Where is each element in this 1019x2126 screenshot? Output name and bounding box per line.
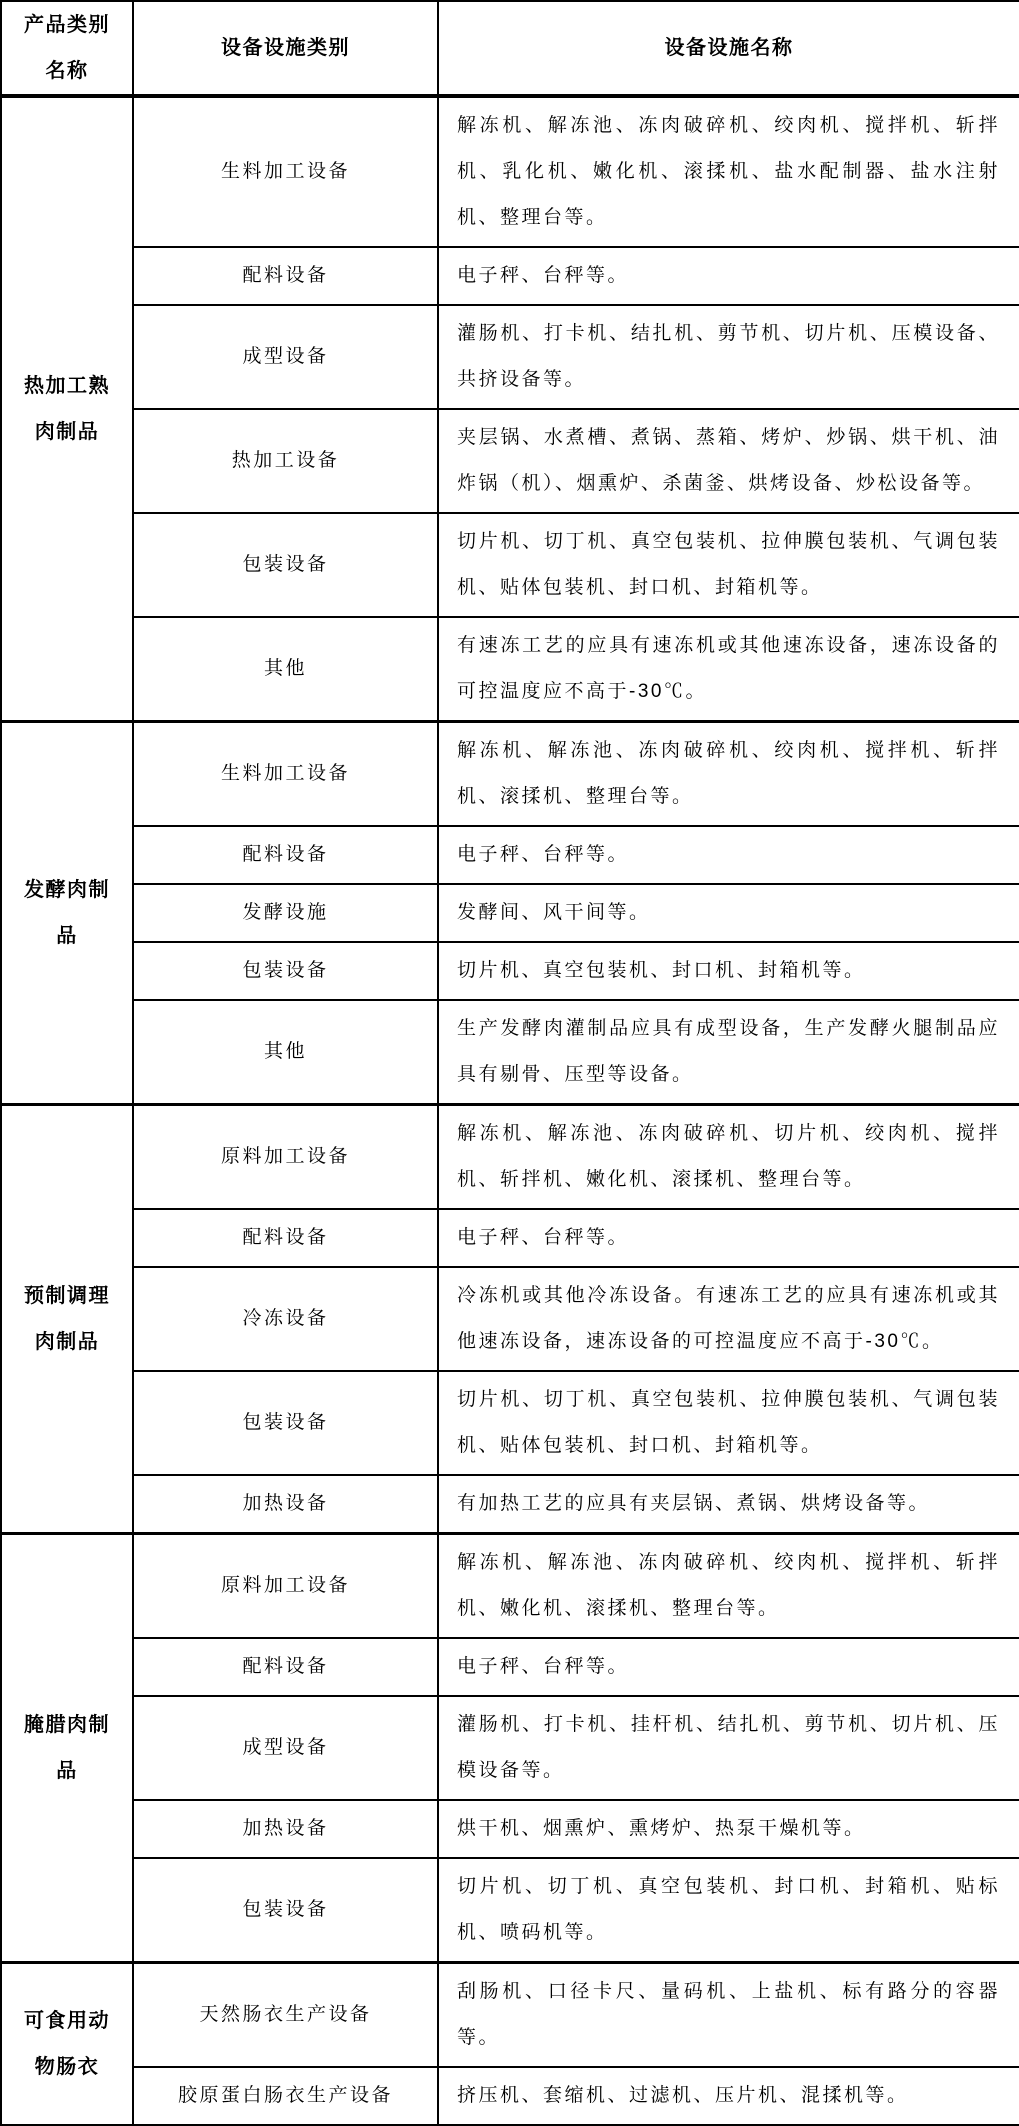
table-row xyxy=(1,1371,1019,1475)
equipment-names-cell: 生产发酵肉灌制品应具有成型设备，生产发酵火腿制品应具有剔骨、压型等设备。 xyxy=(438,1000,1019,1105)
equipment-type-cell: 包装设备 xyxy=(133,1858,438,1963)
table-row xyxy=(1,247,1019,305)
table-row xyxy=(1,305,1019,409)
header-product-category: 产品类别名称 xyxy=(1,1,133,96)
equipment-names-cell: 刮肠机、口径卡尺、量码机、上盐机、标有路分的容器等。 xyxy=(438,1963,1019,2068)
table-row xyxy=(1,617,1019,722)
equipment-type-cell: 配料设备 xyxy=(133,1638,438,1696)
header-row xyxy=(1,1,1019,96)
equipment-names-cell: 解冻机、解冻池、冻肉破碎机、绞肉机、搅拌机、斩拌机、滚揉机、整理台等。 xyxy=(438,722,1019,827)
table-row xyxy=(1,96,1019,247)
equipment-names-cell: 挤压机、套缩机、过滤机、压片机、混揉机等。 xyxy=(438,2067,1019,2125)
table-row xyxy=(1,1209,1019,1267)
equipment-names-cell: 发酵间、风干间等。 xyxy=(438,884,1019,942)
equipment-names-cell: 有速冻工艺的应具有速冻机或其他速冻设备，速冻设备的可控温度应不高于-30℃。 xyxy=(438,617,1019,722)
header-equipment-names: 设备设施名称 xyxy=(438,1,1019,96)
table-row xyxy=(1,1000,1019,1105)
table-row xyxy=(1,1858,1019,1963)
equipment-names-cell: 电子秤、台秤等。 xyxy=(438,247,1019,305)
equipment-names-cell: 电子秤、台秤等。 xyxy=(438,1638,1019,1696)
table-row xyxy=(1,2067,1019,2125)
table-row xyxy=(1,1963,1019,2068)
equipment-type-cell: 原料加工设备 xyxy=(133,1105,438,1210)
table-row xyxy=(1,1800,1019,1858)
table-header xyxy=(1,1,1019,96)
equipment-type-cell: 包装设备 xyxy=(133,1371,438,1475)
equipment-type-cell: 加热设备 xyxy=(133,1475,438,1534)
equipment-names-cell: 烘干机、烟熏炉、熏烤炉、热泵干燥机等。 xyxy=(438,1800,1019,1858)
equipment-names-cell: 有加热工艺的应具有夹层锅、煮锅、烘烤设备等。 xyxy=(438,1475,1019,1534)
table-row xyxy=(1,942,1019,1000)
equipment-type-cell: 配料设备 xyxy=(133,1209,438,1267)
table-row xyxy=(1,1475,1019,1534)
equipment-type-cell: 生料加工设备 xyxy=(133,96,438,247)
equipment-type-cell: 发酵设施 xyxy=(133,884,438,942)
equipment-names-cell: 解冻机、解冻池、冻肉破碎机、绞肉机、搅拌机、斩拌机、嫩化机、滚揉机、整理台等。 xyxy=(438,1534,1019,1639)
table-row xyxy=(1,722,1019,827)
equipment-type-cell: 成型设备 xyxy=(133,305,438,409)
table-row xyxy=(1,826,1019,884)
equipment-names-cell: 灌肠机、打卡机、挂杆机、结扎机、剪节机、切片机、压模设备等。 xyxy=(438,1696,1019,1800)
equipment-names-cell: 切片机、切丁机、真空包装机、拉伸膜包装机、气调包装机、贴体包装机、封口机、封箱机等。 xyxy=(438,513,1019,617)
equipment-names-cell: 灌肠机、打卡机、结扎机、剪节机、切片机、压模设备、共挤设备等。 xyxy=(438,305,1019,409)
equipment-type-cell: 配料设备 xyxy=(133,247,438,305)
table-row xyxy=(1,1534,1019,1639)
table-body xyxy=(1,96,1019,2125)
equipment-names-cell: 切片机、切丁机、真空包装机、封口机、封箱机、贴标机、喷码机等。 xyxy=(438,1858,1019,1963)
equipment-names-cell: 电子秤、台秤等。 xyxy=(438,826,1019,884)
equipment-names-cell: 电子秤、台秤等。 xyxy=(438,1209,1019,1267)
table-row xyxy=(1,1105,1019,1210)
table-row xyxy=(1,513,1019,617)
equipment-type-cell: 热加工设备 xyxy=(133,409,438,513)
product-category-cell: 腌腊肉制品 xyxy=(1,1534,133,1963)
equipment-type-cell: 配料设备 xyxy=(133,826,438,884)
product-category-cell: 热加工熟肉制品 xyxy=(1,96,133,722)
equipment-names-cell: 夹层锅、水煮槽、煮锅、蒸箱、烤炉、炒锅、烘干机、油炸锅（机）、烟熏炉、杀菌釜、烘烤设备、炒松设备等。 xyxy=(438,409,1019,513)
equipment-type-cell: 成型设备 xyxy=(133,1696,438,1800)
equipment-names-cell: 切片机、切丁机、真空包装机、拉伸膜包装机、气调包装机、贴体包装机、封口机、封箱机等。 xyxy=(438,1371,1019,1475)
product-category-cell: 发酵肉制品 xyxy=(1,722,133,1105)
equipment-type-cell: 天然肠衣生产设备 xyxy=(133,1963,438,2068)
table-row xyxy=(1,409,1019,513)
equipment-type-cell: 生料加工设备 xyxy=(133,722,438,827)
header-equipment-type: 设备设施类别 xyxy=(133,1,438,96)
product-category-cell: 可食用动物肠衣 xyxy=(1,1963,133,2126)
equipment-type-cell: 加热设备 xyxy=(133,1800,438,1858)
table-row xyxy=(1,1267,1019,1371)
equipment-type-cell: 原料加工设备 xyxy=(133,1534,438,1639)
equipment-names-cell: 解冻机、解冻池、冻肉破碎机、切片机、绞肉机、搅拌机、斩拌机、嫩化机、滚揉机、整理台等。 xyxy=(438,1105,1019,1210)
equipment-type-cell: 胶原蛋白肠衣生产设备 xyxy=(133,2067,438,2125)
equipment-type-cell: 包装设备 xyxy=(133,513,438,617)
equipment-names-cell: 冷冻机或其他冷冻设备。有速冻工艺的应具有速冻机或其他速冻设备，速冻设备的可控温度应不高于-30℃。 xyxy=(438,1267,1019,1371)
product-category-cell: 预制调理肉制品 xyxy=(1,1105,133,1534)
table-row xyxy=(1,884,1019,942)
table-row xyxy=(1,1696,1019,1800)
equipment-type-cell: 其他 xyxy=(133,1000,438,1105)
equipment-type-cell: 冷冻设备 xyxy=(133,1267,438,1371)
equipment-type-cell: 其他 xyxy=(133,617,438,722)
table-row xyxy=(1,1638,1019,1696)
equipment-type-cell: 包装设备 xyxy=(133,942,438,1000)
equipment-names-cell: 切片机、真空包装机、封口机、封箱机等。 xyxy=(438,942,1019,1000)
equipment-names-cell: 解冻机、解冻池、冻肉破碎机、绞肉机、搅拌机、斩拌机、乳化机、嫩化机、滚揉机、盐水配制器、盐水注射机、整理台等。 xyxy=(438,96,1019,247)
